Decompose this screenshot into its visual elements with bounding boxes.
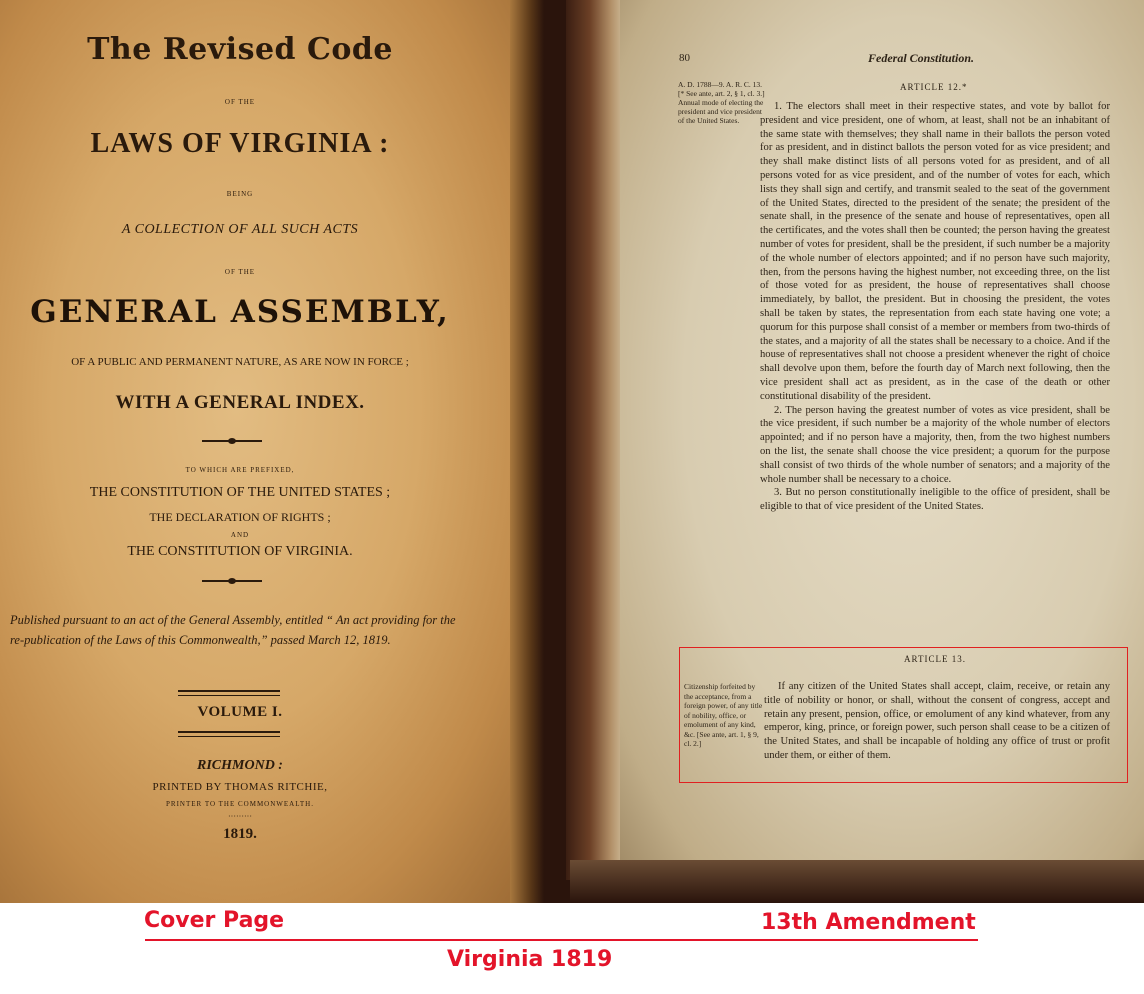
- cover-constitution-va: THE CONSTITUTION OF VIRGINIA.: [127, 544, 353, 559]
- cover-general-index: WITH A GENERAL INDEX.: [115, 392, 365, 413]
- cover-and: AND: [230, 531, 250, 539]
- cover-volume: VOLUME I.: [197, 704, 283, 720]
- article-13-highlight-box: [679, 647, 1128, 783]
- cover-prefixed: TO WHICH ARE PREFIXED,: [185, 466, 295, 474]
- cover-collection: A COLLECTION OF ALL SUCH ACTS: [121, 222, 359, 237]
- cover-title: The Revised Code: [87, 32, 393, 67]
- cover-richmond: RICHMOND :: [197, 758, 283, 773]
- cover-laws-of-virginia: LAWS OF VIRGINIA :: [90, 128, 390, 159]
- caption-virginia-1819: Virginia 1819: [447, 947, 613, 972]
- cover-double-rule-top: [178, 690, 280, 696]
- cover-pursuant-text: Published pursuant to an act of the General Assembly, entitled “ An act providing for the re-publication of the Laws of this Commonwealth,” passed March 12, 1819.: [10, 613, 456, 647]
- book-bottom-edge: [570, 860, 1144, 903]
- margin-note-13: Citizenship forfeited by the acceptance, from a foreign power, of any title of nobility, office, or emolument of any kind, &c. [See ante, art. 1, § 9, cl. 2.]: [684, 682, 763, 748]
- cover-of-the-2: OF THE: [224, 268, 256, 276]
- cover-printer: PRINTER TO THE COMMONWEALTH.: [166, 800, 314, 808]
- page-number: 80: [679, 52, 690, 64]
- running-head: Federal Constitution.: [868, 51, 975, 65]
- cover-general-assembly: GENERAL ASSEMBLY,: [30, 294, 450, 330]
- paragraph-1: 1. The electors shall meet in their respective states, and vote by ballot for president and vice president, one of whom, at least, shall not be an inhabitant of the same state with themselves; they shall name in their ballots the person voted for as president, and in distinct ballots the person voted for as vice president; and they shall make distinct lists of all persons voted for as president, and of all persons voted for as vice president, and of the number of votes for each, which lists they shall sign and certify, and transmit sealed to the seat of the government of the United States, directed to the president of the senate; the president of the senate shall, in the presence of the senate and house of representatives, open all the certificates, and the votes shall then be counted; the person having the greatest number of votes for president, shall be the president, if such number be a majority of the whole number of electors appointed; and if no person have such majority, then, from the persons having the highest number, not exceeding three, on the list of those voted for as president, the house of representatives shall choose immediately, by ballot, the president. But in choosing the president, the votes shall be taken by states, the representation from each state having one vote; a quorum for this purpose shall consist of a member or members from two-thirds of the states, and a majority of all the states shall be necessary to a choice. And if the house of representatives shall not choose a president whenever the right of choice shall devolve upon them, before the fourth day of March next following, then the vice president shall act as president, as in the case of the death or other constitutional disability of the president.: [760, 101, 1110, 402]
- paragraph-2: 2. The person having the greatest number of votes as vice president, shall be the vice president, if such number be a majority of the whole number of electors appointed; and if no person have a majority, then, from the two highest numbers on the list, the senate shall choose the vice president; a quorum for the purpose shall consist of two thirds of the whole number of senators; and a majority of the whole number shall be necessary to a choice.: [760, 404, 1110, 485]
- cover-edge: [510, 0, 544, 903]
- cover-ornament-rule-2: [202, 580, 262, 582]
- paragraph-3: 3. But no person constitutionally ineligible to the office of president, shall be eligible to that of vice president of the United States.: [760, 487, 1110, 513]
- cover-public-nature: OF A PUBLIC AND PERMANENT NATURE, AS ARE NOW IN FORCE ;: [71, 356, 409, 368]
- cover-page: [0, 0, 524, 903]
- caption-underline: [145, 939, 978, 941]
- cover-declaration: THE DECLARATION OF RIGHTS ;: [149, 510, 331, 524]
- cover-of-the: OF THE: [224, 98, 256, 106]
- article-13-heading: ARTICLE 13.: [904, 654, 966, 664]
- caption-13th-amendment: 13th Amendment: [761, 910, 976, 935]
- caption-cover-page: Cover Page: [144, 908, 285, 933]
- cover-double-rule-bottom: [178, 731, 280, 737]
- page-fore-edge: [566, 0, 626, 880]
- cover-year: 1819.: [223, 826, 257, 842]
- article-13-text: If any citizen of the United States shall accept, claim, receive, or retain any title of nobility or honor, or shall, without the consent of congress, accept and retain any present, pension, office, or emolument of any kind whatever, from any emperor, king, prince, or foreign power, such person shall cease to be a citizen of the United States, and shall be incapable of holding any office of trust or profit under them, or either of them.: [764, 681, 1110, 761]
- cover-dots: ·········: [228, 812, 252, 821]
- cover-being: BEING: [226, 190, 254, 198]
- cover-constitution-us: THE CONSTITUTION OF THE UNITED STATES ;: [89, 485, 391, 500]
- cover-ornament-rule: [202, 440, 262, 442]
- margin-note: A. D. 1788—9. A. R. C. 13. [* See ante, art. 2, § 1, cl. 3.] Annual mode of electing the president and vice president of the United States.: [678, 80, 765, 125]
- cover-printed-by: PRINTED BY THOMAS RITCHIE,: [152, 781, 328, 793]
- article-12-heading: ARTICLE 12.*: [900, 82, 968, 92]
- article-12-text: [760, 100, 1110, 514]
